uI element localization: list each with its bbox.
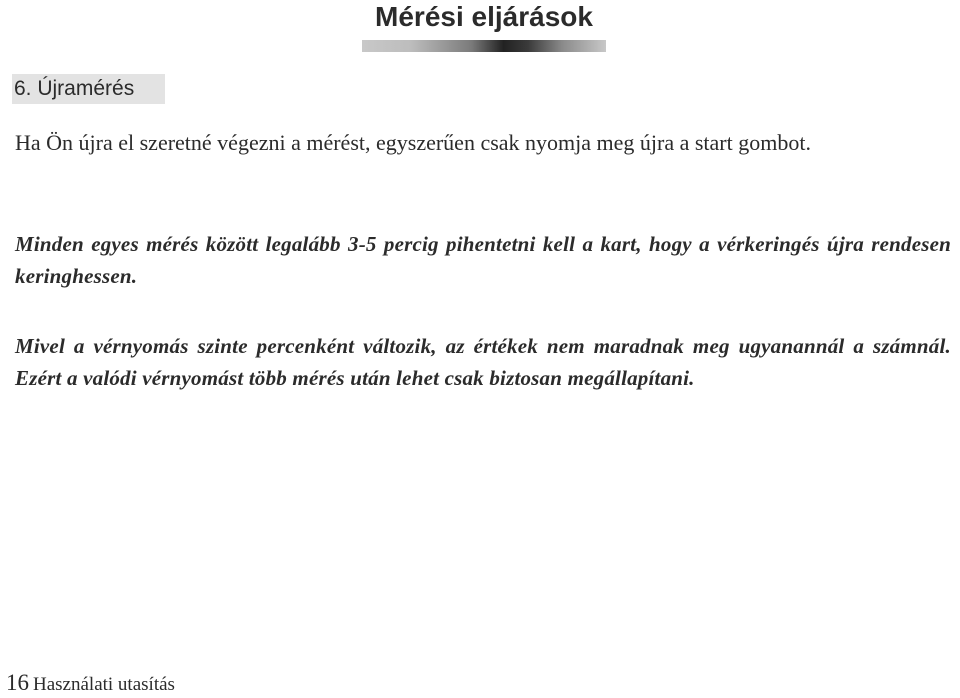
section-heading: 6. Újramérés [12,74,165,104]
paragraph-restart: Ha Ön újra el szeretné végezni a mérést, egyszerűen csak nyomja meg újra a start gombot. [15,130,811,155]
page-number: 16 [6,670,29,695]
manual-name: Használati utasítás [33,674,175,695]
paragraph-bp-note: Mivel a vérnyomás szinte percenként változik, az értékek nem maradnak meg ugyanannál a számnál. Ezért a valódi vérnyomást több mérés után lehet csak biztosan megállapítani. [15,334,951,390]
paragraph-rest-note: Minden egyes mérés között legalább 3-5 percig pihentetni kell a kart, hogy a vérkeringés újra rendesen keringhessen. [15,232,951,288]
page-footer [6,670,175,696]
header-gradient-bar [362,40,606,52]
page-title: Mérési eljárások [375,1,593,32]
